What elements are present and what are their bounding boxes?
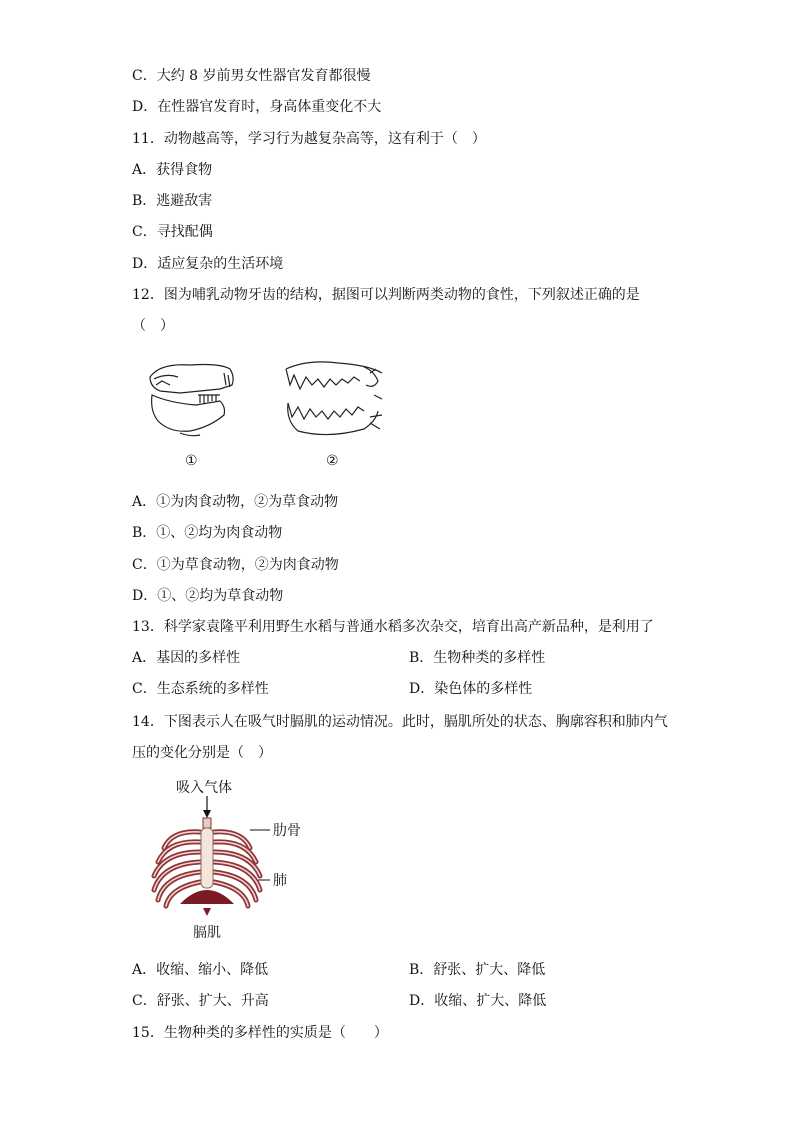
q11-stem: 11．动物越高等，学习行为越复杂高等，这有利于（ ）	[132, 131, 486, 147]
skull-herbivore-figure	[140, 355, 250, 440]
q14-option-b: B．舒张、扩大、降低	[409, 962, 546, 978]
q12-figure-label-2: ②	[326, 453, 339, 469]
q14-option-a: A．收缩、缩小、降低	[132, 962, 269, 978]
q12-option-c: C．①为草食动物，②为肉食动物	[132, 557, 339, 573]
q14-stem-line1: 14．下图表示人在吸气时膈肌的运动情况。此时，膈肌所处的状态、胸廓容积和肺内气	[132, 714, 668, 730]
q14-figure-label-lung: 肺	[273, 873, 287, 889]
q12-option-d: D．①、②均为草食动物	[132, 588, 284, 604]
q14-figure-label-diaphragm: 膈肌	[193, 925, 221, 941]
q11-option-c: C．寻找配偶	[132, 224, 213, 240]
q11-option-b: B．逃避敌害	[132, 193, 213, 209]
skull-carnivore-figure	[278, 355, 390, 445]
q14-figure-label-top: 吸入气体	[176, 780, 232, 796]
q12-option-b: B．①、②均为肉食动物	[132, 525, 283, 541]
q13-option-b: B．生物种类的多样性	[409, 650, 546, 666]
q10-option-d: D．在性器官发育时，身高体重变化不大	[132, 99, 382, 115]
q13-option-a: A．基因的多样性	[132, 650, 241, 666]
q15-stem: 15．生物种类的多样性的实质是（ ）	[132, 1025, 388, 1041]
q12-option-a: A．①为肉食动物，②为草食动物	[132, 494, 339, 510]
q13-option-c: C．生态系统的多样性	[132, 681, 269, 697]
q11-option-d: D．适应复杂的生活环境	[132, 256, 284, 272]
q12-stem-line2: （ ）	[132, 318, 174, 334]
q14-option-c: C．舒张、扩大、升高	[132, 993, 269, 1009]
q13-option-d: D．染色体的多样性	[409, 681, 533, 697]
q14-option-d: D．收缩、扩大、降低	[409, 993, 547, 1009]
q12-stem-line1: 12．图为哺乳动物牙齿的结构，据图可以判断两类动物的食性，下列叙述正确的是	[132, 287, 640, 303]
q13-stem: 13．科学家袁隆平利用野生水稻与普通水稻多次杂交，培育出高产新品种，是利用了	[132, 619, 654, 635]
q12-figure-label-1: ①	[185, 453, 198, 469]
q14-figure-label-rib: 肋骨	[273, 823, 301, 839]
rib-cage-figure	[146, 796, 306, 924]
q10-option-c: C．大约 8 岁前男女性器官发育都很慢	[132, 68, 371, 84]
q14-stem-line2: 压的变化分别是（ ）	[132, 745, 272, 761]
q11-option-a: A．获得食物	[132, 162, 213, 178]
